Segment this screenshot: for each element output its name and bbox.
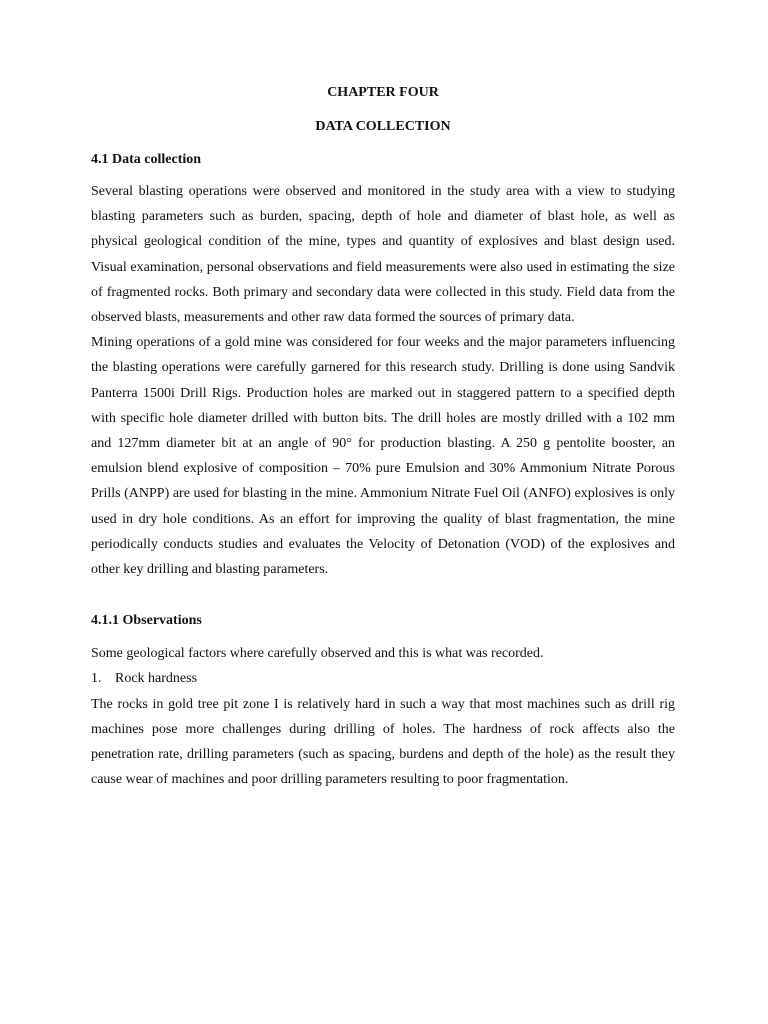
section-heading-4-1-1: 4.1.1 Observations — [91, 613, 202, 629]
section-4-1-paragraph-2: Mining operations of a gold mine was considered for four weeks and the major parameters influencing the blasting operations were carefully garnered for this research study. Drilling is done using Sandvik Panterra 1500i Drill Rigs. Production holes are marked out in staggered pattern to a specified depth with specific hole diameter drilled with button bits. The drill holes are mostly drilled with a 102 mm and 127mm diameter bit at an angle of 90° for production blasting. A 250 g pentolite booster, an emulsion blend explosive of composition – 70% pure Emulsion and 30% Ammonium Nitrate Porous Prills (ANPP) are used for blasting in the mine. Ammonium Nitrate Fuel Oil (ANFO) explosives is only used in dry hole conditions. As an effort for improving the quality of blast fragmentation, the mine periodically conducts studies and evaluates the Velocity of Detonation (VOD) of the explosives and other key drilling and blasting parameters. — [91, 335, 675, 578]
list-item-label: Rock hardness — [115, 671, 198, 687]
section-heading-4-1: 4.1 Data collection — [91, 152, 202, 167]
rock-hardness-paragraph: The rocks in gold tree pit zone I is relatively hard in such a way that most machines such as drill rig machines pose more challenges during drilling of holes. The hardness of rock affects also the penetration rate, drilling parameters (such as spacing, burdens and depth of the hole) as the result they cause wear of machines and poor drilling parameters resulting to poor fragmentation. — [91, 696, 675, 788]
list-item-number: 1. — [91, 671, 102, 687]
chapter-label: CHAPTER FOUR — [327, 85, 439, 100]
list-item — [91, 666, 675, 691]
section-4-1-paragraph-1: Several blasting operations were observed and monitored in the study area with a view to studying blasting parameters such as burden, spacing, depth of hole and diameter of blast hole, as well as physical geological condition of the mine, types and quantity of explosives and blast design used. Visual examination, personal observations and field measurements were also used in estimating the size of fragmented rocks. Both primary and secondary data were collected in this study. Field data from the observed blasts, measurements and other raw data formed the sources of primary data. — [91, 184, 675, 326]
observations-intro: Some geological factors where carefully observed and this is what was recorded. — [91, 646, 544, 662]
chapter-title: DATA COLLECTION — [315, 119, 451, 134]
document-page — [91, 82, 675, 792]
